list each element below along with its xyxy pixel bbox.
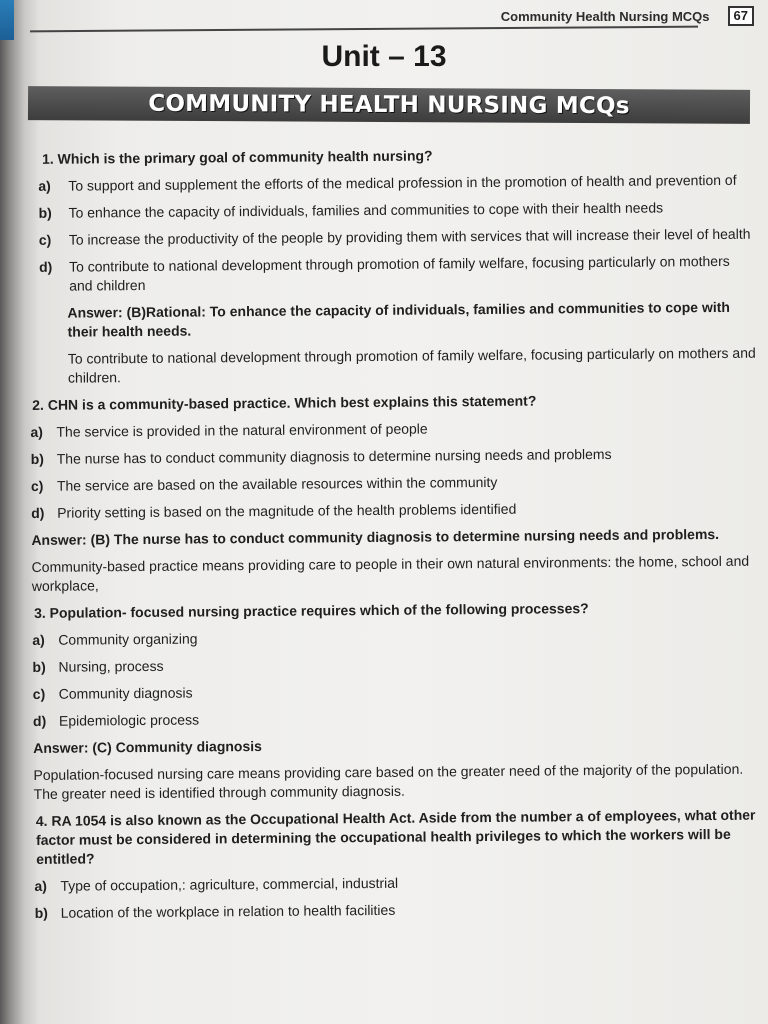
option-text: Nursing, process [58,657,164,675]
unit-title: Unit – 13 [321,40,447,73]
page-content [26,144,761,931]
option-label: c) [38,231,52,248]
option-text: To enhance the capacity of individuals, families and communities to cope with their health needs [68,199,664,221]
question-1: 1. Which is the primary goal of community health nursing? [42,147,433,167]
option-text: Location of the workplace in relation to health facilities [60,901,396,921]
option-text: Priority setting is based on the magnitude of the health problems identified [57,500,517,521]
q3-option-b [32,652,758,677]
page-corner-tab [0,0,14,40]
option-label: a) [34,877,47,894]
running-head [501,6,754,26]
q3-option-c [33,679,759,704]
q2-option-a [30,417,756,442]
q3-explanation: Population-focused nursing care means providing care based on the greater need of the majority of the population. The greater need is identified through community diagnosis. [33,760,744,802]
header-rule [30,26,698,32]
option-label: b) [30,450,44,467]
q3-option-d [33,706,759,731]
question-2: 2. CHN is a community-based practice. Which best explains this statement? [32,392,537,413]
option-text: To increase the productivity of the people by providing them with services that will increase their level of health [68,225,751,248]
option-text: Community organizing [58,630,198,648]
q1-option-a [38,171,754,196]
q1-option-c [39,225,755,250]
chapter-banner-text: COMMUNITY HEALTH NURSING MCQs [148,90,630,120]
option-label: b) [38,204,52,221]
q4-option-a [34,871,760,896]
option-text: The service is provided in the natural environment of people [56,420,428,440]
q2-option-d [31,498,757,523]
q1-answer: Answer: (B)Rational: To enhance the capacity of individuals, families and communities to cope with their health needs. [67,298,730,340]
option-label: d) [31,504,45,521]
page-number: 67 [728,6,754,26]
q3-option-a [32,625,758,650]
question-4: 4. RA 1054 is also known as the Occupational Health Act. Aside from the number a of employees, what other factor must be considered in determining the occupational health privileges to which the workers will be entitled? [35,806,756,867]
option-text: The service are based on the available resources within the community [56,473,498,494]
option-text: To support and supplement the efforts of the medical profession in the promotion of health and prevention of [68,171,737,194]
option-label: c) [30,477,44,494]
option-text: The nurse has to conduct community diagnosis to determine nursing needs and problems [56,445,612,467]
q2-option-b [31,444,757,469]
q1-option-d [39,252,755,296]
option-label: a) [38,177,51,194]
q2-answer: Answer: (B) The nurse has to conduct community diagnosis to determine nursing needs and problems. [31,525,720,548]
option-label: a) [30,423,43,440]
option-text: Community diagnosis [58,684,193,702]
option-label: b) [34,904,48,921]
q1-option-b [38,198,754,223]
option-label: c) [32,685,46,702]
option-label: d) [38,258,53,275]
question-3: 3. Population- focused nursing practice requires which of the following processes? [33,600,589,621]
option-text: Type of occupation,: agriculture, commercial, industrial [60,874,399,894]
q3-answer: Answer: (C) Community diagnosis [33,737,262,756]
option-text: Epidemiologic process [58,711,200,729]
q4-option-b [35,898,761,923]
chapter-banner [28,86,750,124]
running-head-title: Community Health Nursing MCQs [500,8,710,24]
option-text: To contribute to national development through promotion of family welfare, focusing particularly on mothers and children [68,252,730,294]
option-label: b) [32,658,46,675]
q2-explanation: Community-based practice means providing care to people in their own natural environments: the home, school and workplace, [31,552,750,594]
q2-option-c [31,471,757,496]
q1-explanation: To contribute to national development through promotion of family welfare, focusing particularly on mothers and children. [67,344,756,386]
option-label: d) [32,712,47,729]
option-label: a) [32,631,45,648]
